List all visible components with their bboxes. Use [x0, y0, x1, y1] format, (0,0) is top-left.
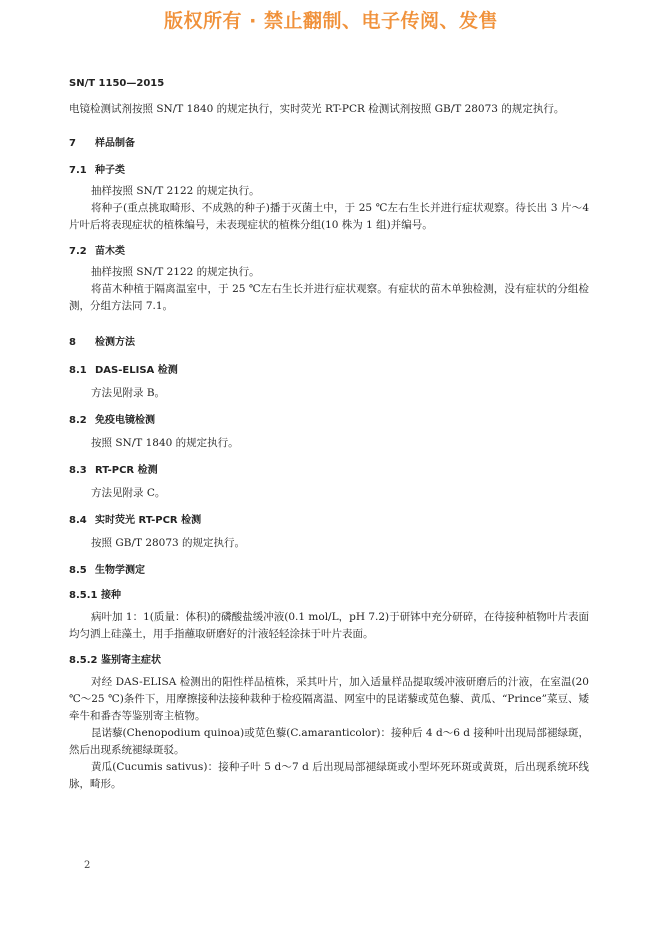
section-title: 鉴别寄主症状 — [101, 655, 161, 666]
paragraph: 将种子(重点挑取畸形、不成熟的种子)播于灭菌土中，于 25 ℃左右生长并进行症状观察。待长出 3 片～4 片叶后将表现症状的植株编号，未表现症状的植株分组(10 株为 1 组)并编号。 — [69, 202, 589, 231]
section-number: 8.3 — [69, 465, 87, 476]
copyright-banner: 版权所有 · 禁止翻制、电子传阅、发售 — [164, 10, 498, 32]
paragraph: 将苗木种植于隔离温室中，于 25 ℃左右生长并进行症状观察。有症状的苗木单独检测，没有症状的分组检测，分组方法同 7.1。 — [69, 283, 589, 312]
standard-code: SN/T 1150—2015 — [69, 78, 165, 89]
section-title: 检测方法 — [95, 337, 135, 348]
paragraph: 按照 SN/T 1840 的规定执行。 — [91, 437, 239, 449]
section-number: 7.2 — [69, 246, 87, 257]
document-page — [69, 78, 589, 793]
paragraph: 方法见附录 B。 — [91, 387, 166, 399]
section-8-1-heading — [69, 361, 589, 376]
section-title: 苗木类 — [95, 246, 125, 257]
paragraph: 黄瓜(Cucumis sativus)：接种子叶 5 d～7 d 后出现局部褪绿斑或小型坏死环斑或黄斑，后出现系统环线脉，畸形。 — [69, 761, 589, 790]
section-7-1-heading — [69, 161, 589, 176]
section-number: 8.5.1 — [69, 590, 98, 601]
section-title: RT-PCR 检测 — [95, 465, 158, 476]
section-title: 免疫电镜检测 — [95, 415, 155, 426]
paragraph: 按照 GB/T 28073 的规定执行。 — [91, 537, 246, 549]
section-8-heading — [69, 333, 589, 348]
section-8-4-heading — [69, 511, 589, 526]
paragraph: 昆诺藜(Chenopodium quinoa)或苋色藜(C.amaranticolor)：接种后 4 d～6 d 接种叶出现局部褪绿斑，然后出现系统褪绿斑驳。 — [69, 727, 589, 756]
paragraph: 方法见附录 C。 — [91, 487, 166, 499]
section-number: 8.1 — [69, 365, 87, 376]
section-number: 7 — [69, 138, 76, 149]
section-7-2-heading — [69, 242, 589, 257]
section-number: 8.2 — [69, 415, 87, 426]
section-title: 接种 — [101, 590, 121, 601]
paragraph: 抽样按照 SN/T 2122 的规定执行。 — [91, 266, 260, 278]
section-title: 实时荧光 RT-PCR 检测 — [95, 515, 202, 526]
paragraph: 抽样按照 SN/T 2122 的规定执行。 — [91, 185, 260, 197]
section-number: 8.4 — [69, 515, 87, 526]
section-8-5-2-heading — [69, 651, 589, 666]
section-8-5-heading — [69, 561, 589, 576]
intro-paragraph: 电镜检测试剂按照 SN/T 1840 的规定执行，实时荧光 RT-PCR 检测试剂按照 GB/T 28073 的规定执行。 — [69, 103, 565, 115]
paragraph: 对经 DAS-ELISA 检测出的阳性样品植株，采其叶片，加入适量样品提取缓冲液研磨后的汁液，在室温(20 ℃～25 ℃)条件下，用摩擦接种法接种栽种于检疫隔离温、网室中的昆诺藜或苋色藜、黄瓜、“Prince”菜豆、矮牵牛和番杏等鉴别寄主植物。 — [69, 676, 589, 722]
section-title: 种子类 — [95, 165, 125, 176]
section-number: 8 — [69, 337, 76, 348]
paragraph: 病叶加 1：1(质量：体积)的磷酸盐缓冲液(0.1 mol/L，pH 7.2)于研钵中充分研碎，在待接种植物叶片表面均匀洒上硅藻土，用手指蘸取研磨好的汁液轻轻涂抹于叶片表面。 — [69, 611, 589, 640]
section-title: 生物学测定 — [95, 565, 145, 576]
section-title: DAS-ELISA 检测 — [95, 365, 178, 376]
section-number: 8.5 — [69, 565, 87, 576]
section-8-2-heading — [69, 411, 589, 426]
page-number: 2 — [84, 860, 91, 871]
section-7-heading — [69, 134, 589, 149]
section-8-3-heading — [69, 461, 589, 476]
section-number: 7.1 — [69, 165, 87, 176]
section-8-5-1-heading — [69, 586, 589, 601]
section-title: 样品制备 — [95, 138, 135, 149]
section-number: 8.5.2 — [69, 655, 98, 666]
